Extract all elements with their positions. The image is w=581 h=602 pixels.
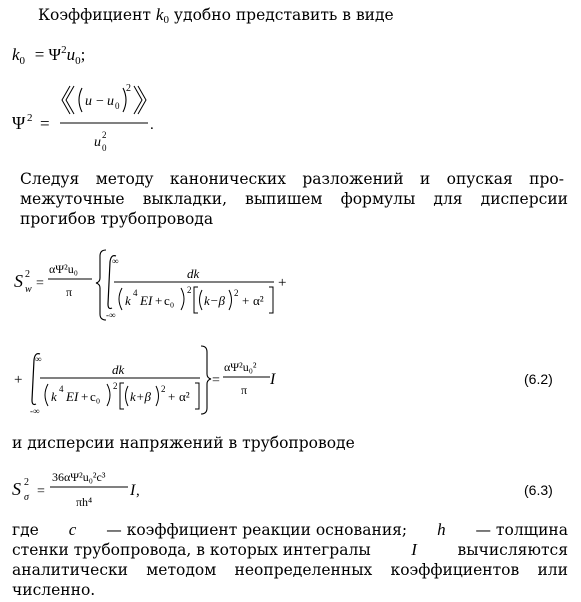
sw-den-EI: EI — [140, 293, 153, 308]
sw-coef-num: αΨ²u₀ — [49, 262, 78, 276]
l2-plus: + — [14, 372, 23, 388]
paragraph-where-line3: аналитически методом неопределенных коэффициентов или — [12, 561, 568, 579]
l2-den-c0: c₀ — [90, 389, 101, 404]
where-line2-b: вычисляются — [457, 541, 568, 559]
sw-int-lower: -∞ — [106, 310, 116, 320]
l2-den-k: k — [51, 389, 57, 404]
paragraph-where-line4: численно. — [12, 581, 96, 599]
equals-sign: = — [30, 45, 49, 64]
sw-den-paren-right — [181, 288, 184, 310]
psi-num-u0-sub: 0 — [115, 101, 120, 111]
sw-coef-den: π — [66, 285, 73, 299]
psi-num-exp: 2 — [126, 83, 131, 94]
sw-den-alpha-sq: α² — [253, 293, 264, 308]
where-d: — толщина — [475, 521, 568, 539]
where-line2-I: I — [411, 540, 417, 559]
psi-end: . — [150, 117, 154, 133]
l2-den-k-exp: 4 — [59, 384, 64, 394]
l2-eq: = — [212, 373, 220, 388]
ss-num: 36αΨ²u₀²c³ — [52, 470, 106, 484]
where-h: h — [437, 520, 446, 539]
intro-text-before: Коэффициент — [38, 6, 151, 24]
ss-eq: = — [37, 484, 45, 499]
k0-lhs: k — [12, 45, 20, 64]
ss-S: S — [12, 479, 21, 499]
paragraph-intro — [38, 5, 394, 30]
k0-lhs-sub: 0 — [19, 55, 26, 67]
sw-plus-end: + — [278, 275, 287, 291]
l2-dk: dk — [112, 362, 125, 377]
l2-den-paren-left — [45, 384, 48, 406]
ss-comma: , — [136, 483, 140, 499]
l2-den-inner-paren-left — [126, 386, 129, 406]
symbol-k: k — [155, 5, 164, 24]
sw-den-inner-paren-left — [200, 290, 203, 310]
ss-sup: 2 — [24, 477, 29, 488]
intro-text-after: удобно представить в виде — [173, 6, 394, 24]
ss-I: I — [130, 482, 136, 499]
symbol-k-sub: 0 — [163, 14, 169, 26]
l2-den-plus2: + — [168, 389, 176, 404]
paragraph-where-line1 — [12, 520, 568, 540]
paragraph-where-line2 — [12, 540, 568, 560]
psi-num-u0: u — [107, 94, 114, 109]
l2-coef-den: π — [241, 383, 248, 397]
eq-number-6-3: (6.3) — [524, 482, 553, 498]
paragraph-method-line3: прогибов трубопровода — [20, 210, 214, 228]
psi-lhs: Ψ — [12, 113, 26, 133]
psi-den-u: u — [94, 135, 101, 150]
l2-coef-num: αΨ²u₀² — [224, 360, 257, 374]
l2-den-bracket-left — [120, 383, 124, 409]
where-c: c — [68, 520, 77, 539]
l2-I: I — [270, 371, 276, 388]
l2-den-inner-exp: 2 — [161, 384, 166, 394]
paragraph-method-line2: межуточные выкладки, выпишем формулы для дисперсии — [20, 190, 568, 208]
equation-6-2-line1 — [0, 242, 320, 324]
sw-den-k-minus-beta: k−β — [204, 293, 226, 308]
ss-den: πh⁴ — [76, 495, 93, 509]
l2-den-bracket-right — [195, 383, 199, 409]
sw-sub: w — [25, 284, 32, 295]
k0-u-sub: 0 — [75, 55, 81, 67]
k0-psi-exp: 2 — [61, 44, 67, 56]
k0-end: ; — [80, 45, 86, 64]
sw-sup: 2 — [25, 269, 30, 280]
l2-int-lower: -∞ — [30, 406, 40, 416]
l2-den-k-plus-beta: k+β — [130, 389, 152, 404]
sw-den-inner-exp: 2 — [234, 288, 239, 298]
where-a: где — [12, 521, 39, 539]
sw-den-plus: + — [155, 293, 163, 308]
k0-u: u — [66, 45, 76, 64]
sw-den-paren-left — [119, 288, 122, 310]
sw-den-inner-paren-right — [229, 290, 232, 310]
equation-psi — [0, 80, 200, 155]
sw-eq: = — [36, 276, 44, 291]
ss-sub: σ — [24, 492, 29, 503]
num-paren-left — [79, 88, 82, 112]
k0-psi: Ψ — [48, 45, 62, 64]
l2-den-outer-exp: 2 — [113, 381, 118, 391]
l2-den-alpha-sq: α² — [179, 389, 190, 404]
l2-den-EI: EI — [66, 389, 79, 404]
equation-6-2-line2 — [0, 344, 581, 418]
sw-den-k-exp: 4 — [133, 288, 138, 298]
equation-6-3 — [0, 460, 581, 520]
sw-dk: dk — [187, 266, 200, 281]
sw-den-c0: c₀ — [164, 293, 175, 308]
psi-den-sub: 0 — [102, 143, 107, 153]
paragraph-stress: и дисперсии напряжений в трубопроводе — [12, 434, 355, 452]
where-b: — коэффициент реакции основания; — [106, 521, 408, 539]
psi-eq-sign: = — [40, 114, 50, 133]
l2-den-plus: + — [81, 389, 89, 404]
l2-right-brace — [201, 346, 211, 414]
eq-number-6-2: (6.2) — [524, 371, 553, 387]
psi-num-minus: − — [96, 94, 104, 109]
sw-int-upper: ∞ — [112, 256, 119, 266]
psi-lhs-exp: 2 — [27, 112, 33, 124]
where-line2-a: стенки трубопровода, в которых интегралы — [12, 541, 371, 559]
l2-den-inner-paren-right — [156, 386, 159, 406]
equation-k0 — [12, 40, 85, 71]
psi-den-exp: 2 — [102, 130, 107, 140]
paragraph-method-line1: Следуя методу канонических разложений и опуская про- — [20, 170, 564, 188]
sw-den-bracket-right — [269, 287, 273, 313]
l2-den-paren-right — [107, 384, 110, 406]
sw-S: S — [14, 271, 23, 291]
sw-den-plus2: + — [242, 293, 250, 308]
sw-den-k: k — [125, 293, 131, 308]
sw-den-outer-exp: 2 — [187, 285, 192, 295]
sw-den-bracket-left — [194, 287, 198, 313]
sw-left-brace — [96, 250, 106, 320]
l2-int-upper: ∞ — [35, 354, 42, 364]
psi-num-u: u — [85, 94, 92, 109]
